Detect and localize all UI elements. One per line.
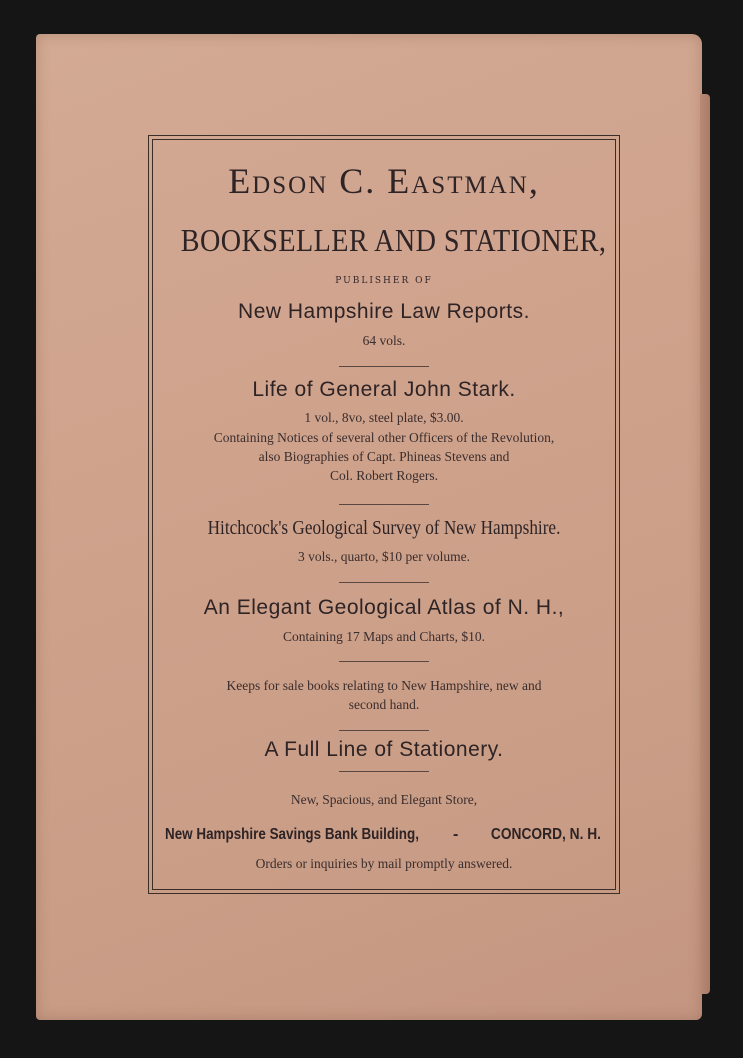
book-back-cover bbox=[36, 34, 702, 1020]
page-edge bbox=[700, 94, 710, 994]
advertisement-frame bbox=[152, 139, 616, 890]
stark-details: 1 vol., 8vo, steel plate, $3.00. bbox=[304, 410, 464, 425]
stark-title: Life of General John Stark. bbox=[252, 378, 516, 401]
store-line: New, Spacious, and Elegant Store, bbox=[290, 792, 478, 807]
survey-title: Hitchcock's Geological Survey of New Hampshire. bbox=[207, 517, 561, 539]
survey-details: 3 vols., quarto, $10 per volume. bbox=[297, 549, 471, 564]
atlas-details: Containing 17 Maps and Charts, $10. bbox=[282, 629, 486, 644]
stationery-title: A Full Line of Stationery. bbox=[264, 738, 504, 761]
building-name: New Hampshire Savings Bank Building, bbox=[165, 826, 419, 843]
law-reports-vols: 64 vols. bbox=[362, 333, 406, 348]
divider bbox=[339, 771, 429, 772]
divider bbox=[339, 661, 429, 662]
books-note-line: second hand. bbox=[348, 697, 420, 712]
atlas-title: An Elegant Geological Atlas of N. H., bbox=[203, 596, 565, 619]
stark-description-line: also Biographies of Capt. Phineas Stevens and bbox=[258, 449, 510, 464]
divider bbox=[339, 366, 429, 367]
advertiser-trade: BOOKSELLER AND STATIONER, bbox=[180, 222, 607, 258]
publisher-of-label: PUBLISHER OF bbox=[335, 276, 433, 286]
divider bbox=[339, 582, 429, 583]
stark-description-line: Col. Robert Rogers. bbox=[330, 468, 438, 483]
law-reports-title: New Hampshire Law Reports. bbox=[238, 300, 530, 323]
advertiser-name: Edson C. Eastman, bbox=[228, 161, 540, 201]
books-note-line: Keeps for sale books relating to New Hampshire, new and bbox=[226, 678, 542, 693]
city-name: CONCORD, N. H. bbox=[490, 826, 601, 843]
address-dash: - bbox=[453, 826, 459, 843]
stark-description-line: Containing Notices of several other Officers of the Revolution, bbox=[213, 430, 555, 445]
divider bbox=[339, 730, 429, 731]
divider bbox=[339, 504, 429, 505]
mail-orders-line: Orders or inquiries by mail promptly answered. bbox=[255, 856, 513, 871]
